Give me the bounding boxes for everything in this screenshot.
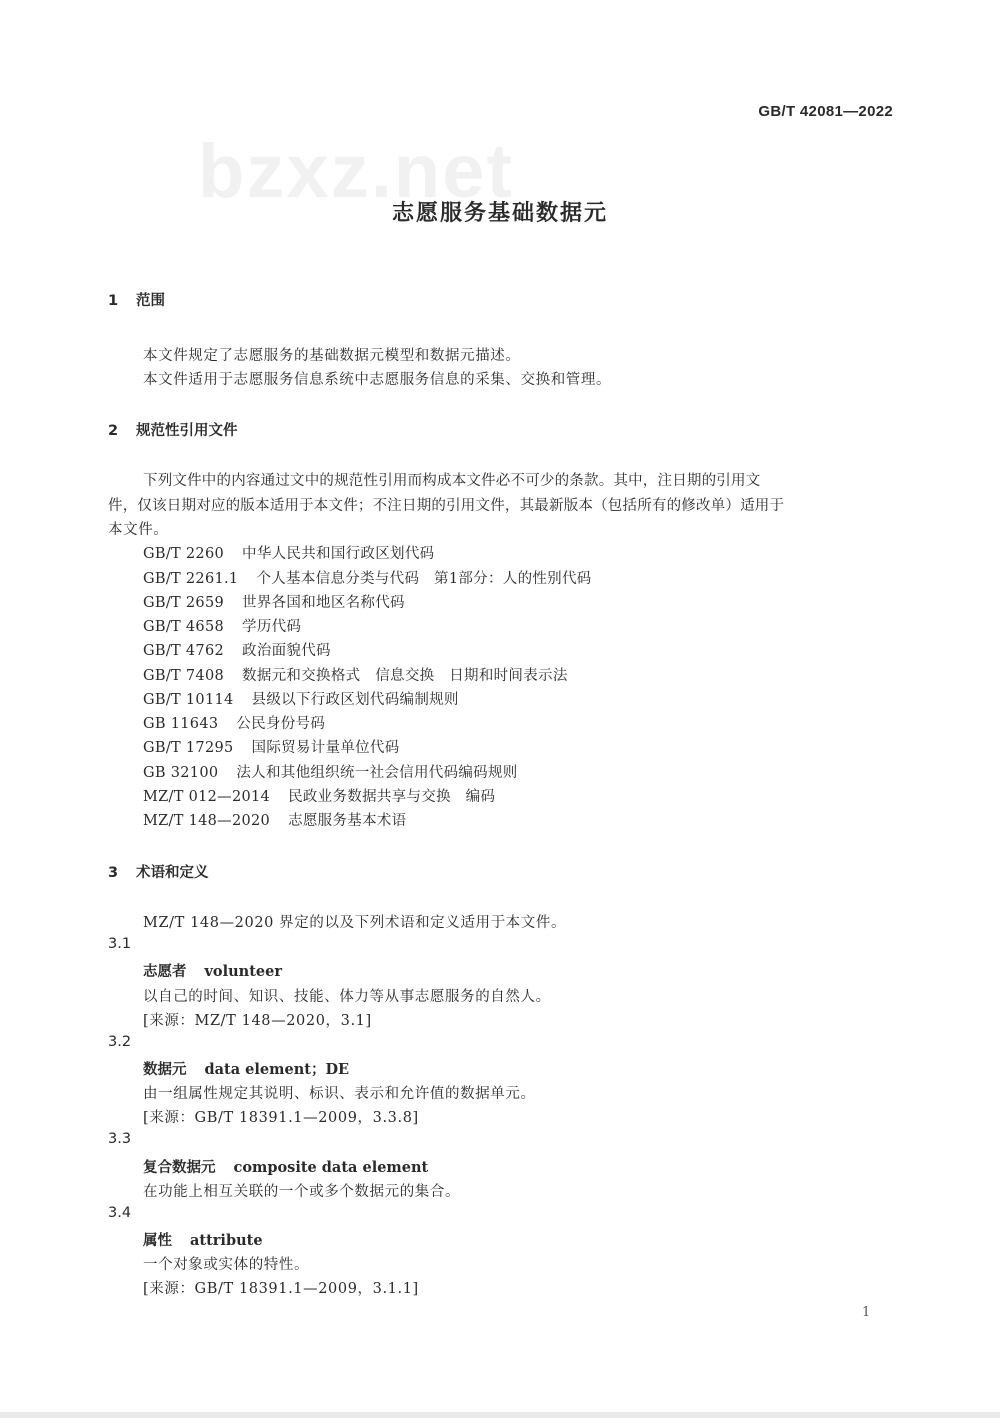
term-heading xyxy=(143,1229,263,1250)
reference-title: 学历代码 xyxy=(242,619,302,635)
reference-item xyxy=(143,688,459,709)
standard-number: GB/T 42081—2022 xyxy=(758,103,893,120)
reference-code: GB 32100 xyxy=(143,765,219,781)
reference-item xyxy=(143,542,434,563)
section-3-heading xyxy=(108,861,209,882)
watermark: bzxz.net xyxy=(198,129,514,214)
clause-number: 3.1 xyxy=(108,936,132,952)
reference-title: 个人基本信息分类与代码 第1部分：人的性别代码 xyxy=(256,571,592,587)
term-source: [来源：MZ/T 148—2020，3.1] xyxy=(143,1013,372,1029)
term-source: [来源：GB/T 18391.1—2009，3.3.8] xyxy=(143,1110,419,1126)
reference-code: GB/T 2260 xyxy=(143,546,225,562)
term-definition: 以自己的时间、知识、技能、体力等从事志愿服务的自然人。 xyxy=(143,989,551,1005)
reference-title: 县级以下行政区划代码编制规则 xyxy=(251,692,459,708)
term-source: [来源：GB/T 18391.1—2009，3.1.1] xyxy=(143,1281,419,1297)
term-definition: 由一组属性规定其说明、标识、表示和允许值的数据单元。 xyxy=(143,1086,536,1102)
term-zh: 属性 xyxy=(143,1233,172,1249)
page-number: 1 xyxy=(862,1305,871,1320)
section-1-heading xyxy=(108,289,165,310)
reference-code: GB/T 2261.1 xyxy=(143,571,239,587)
reference-item xyxy=(143,712,325,733)
reference-code: GB 11643 xyxy=(143,716,219,732)
paragraph: 下列文件中的内容通过文中的规范性引用而构成本文件必不可少的条款。其中，注日期的引用文 xyxy=(143,473,761,489)
reference-title: 公民身份号码 xyxy=(236,716,326,732)
term-definition: 一个对象或实体的特性。 xyxy=(143,1257,310,1273)
term-heading xyxy=(143,1058,349,1079)
reference-item xyxy=(143,591,405,612)
reference-title: 世界各国和地区名称代码 xyxy=(242,595,405,611)
paragraph: MZ/T 148—2020 界定的以及下列术语和定义适用于本文件。 xyxy=(143,915,567,931)
term-heading xyxy=(143,960,282,981)
reference-code: GB/T 4658 xyxy=(143,619,225,635)
reference-title: 数据元和交换格式 信息交换 日期和时间表示法 xyxy=(242,668,568,684)
paragraph: 本文件。 xyxy=(108,522,169,538)
term-definition: 在功能上相互关联的一个或多个数据元的集合。 xyxy=(143,1184,461,1200)
document-title: 志愿服务基础数据元 xyxy=(391,201,608,226)
reference-code: GB/T 2659 xyxy=(143,595,225,611)
section-number: 3 xyxy=(108,865,119,881)
paragraph: 件，仅该日期对应的版本适用于本文件；不注日期的引用文件，其最新版本（包括所有的修改单）适用于 xyxy=(108,498,785,514)
term-en: attribute xyxy=(190,1232,263,1249)
section-number: 2 xyxy=(108,423,119,439)
term-en: composite data element xyxy=(233,1159,429,1176)
reference-title: 国际贸易计量单位代码 xyxy=(251,740,400,756)
reference-title: 政治面貌代码 xyxy=(242,643,331,659)
reference-code: GB/T 10114 xyxy=(143,692,234,708)
term-heading xyxy=(143,1156,428,1177)
reference-item xyxy=(143,615,301,636)
reference-code: GB/T 17295 xyxy=(143,740,234,756)
page-bottom-edge xyxy=(0,1412,1000,1418)
reference-item xyxy=(143,639,331,660)
term-en: data element；DE xyxy=(204,1061,350,1078)
term-zh: 复合数据元 xyxy=(143,1160,216,1176)
paragraph: 本文件规定了志愿服务的基础数据元模型和数据元描述。 xyxy=(143,348,521,364)
clause-number: 3.2 xyxy=(108,1034,132,1050)
clause-number: 3.4 xyxy=(108,1205,132,1221)
clause-number: 3.3 xyxy=(108,1131,132,1147)
term-zh: 志愿者 xyxy=(143,964,187,980)
reference-item xyxy=(143,567,592,588)
reference-item xyxy=(143,809,406,830)
reference-item xyxy=(143,785,495,806)
reference-title: 法人和其他组织统一社会信用代码编码规则 xyxy=(236,765,518,781)
reference-title: 志愿服务基本术语 xyxy=(288,813,407,829)
reference-title: 中华人民共和国行政区划代码 xyxy=(242,546,435,562)
reference-code: MZ/T 148—2020 xyxy=(143,813,271,829)
term-en: volunteer xyxy=(204,963,282,980)
reference-item xyxy=(143,736,400,757)
reference-title: 民政业务数据共享与交换 编码 xyxy=(288,789,496,805)
section-title: 范围 xyxy=(136,293,165,309)
term-zh: 数据元 xyxy=(143,1062,187,1078)
section-2-heading xyxy=(108,419,238,440)
reference-item xyxy=(143,761,518,782)
section-title: 术语和定义 xyxy=(136,865,209,881)
paragraph: 本文件适用于志愿服务信息系统中志愿服务信息的采集、交换和管理。 xyxy=(143,372,612,388)
reference-code: GB/T 4762 xyxy=(143,643,225,659)
reference-item xyxy=(143,664,568,685)
section-number: 1 xyxy=(108,293,119,309)
reference-code: MZ/T 012—2014 xyxy=(143,789,271,805)
section-title: 规范性引用文件 xyxy=(136,423,238,439)
reference-code: GB/T 7408 xyxy=(143,668,225,684)
